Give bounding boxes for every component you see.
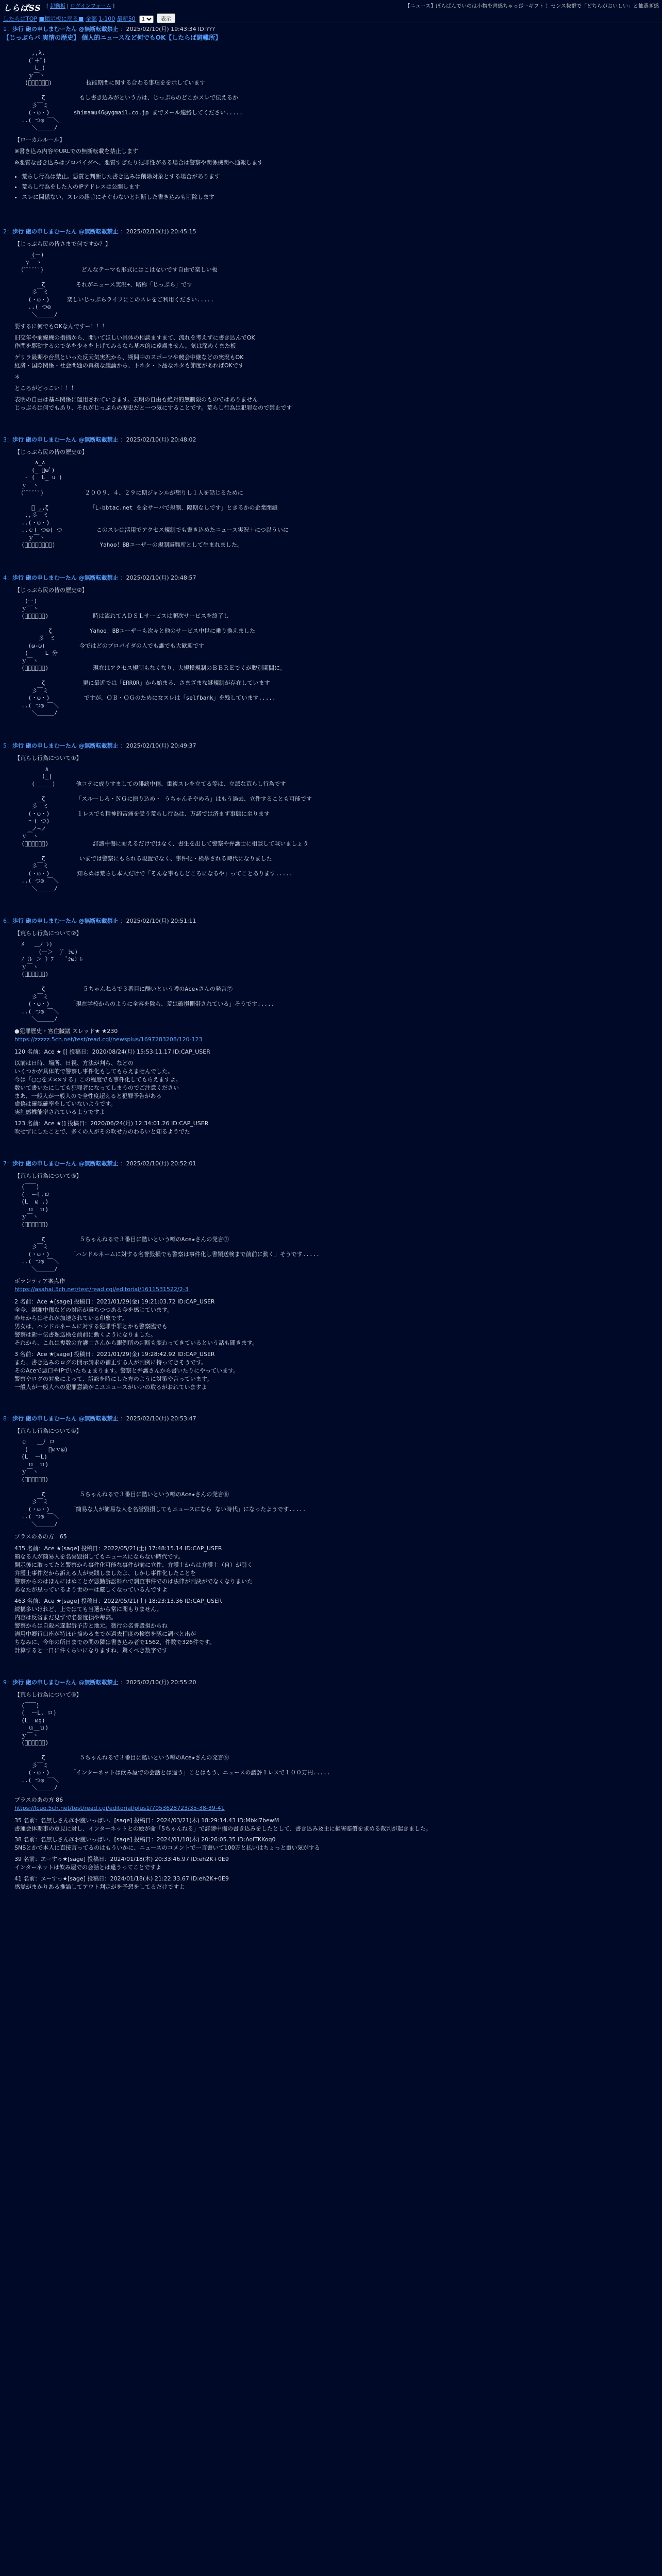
ascii-art: (ー) ｙ￣ヽ (ﾟﾟﾟﾟﾟﾟ) 時は流れてＡＤＳＬサービスは順次サービスを終了し ζ Yahoo！BBユーザーも次々と他のサービス中世に乗り換えました 彡￣ミ (ω-ω) 今ではどのプロバイダの人でも誰でも大歓迎です ( L 分 ｙ￣ヽ (ﾟﾟﾟﾟﾟﾟ) 現在はアクセス規制もなくなり、大規模規制のＢＢＲＥでくが脱別期間に。 ζ 更に最近では「ERROR」から始まる、さまざまな謎規制が存在しています 彡￣ミ (・ω・) ですが、ＯＢ・ＯＧのために女スレは「selfbank」を残しています..... ..( つ◎ ￣＼ ＼＿＿＿/ (21, 597, 286, 717)
ascii-art: (￣￣) ( ーL.ロ (L ω .) ｕ＿ｕ) ｙ￣ヽ (ﾟﾟﾟﾟﾟﾟ) ζ ５ちゃんねるで３番目に酷いという噂のAce★さんの発言⑦ 彡￣ミ (・ω・) 「ハンドルネームに対する名誉毀損でも警察は事件化し書類送検まで前前に動く」そうです..... ..( つ◎ ￣＼ ＼＿＿＿/ (21, 1183, 320, 1273)
post-text: 【荒らし行為について⑤】 (14, 1691, 82, 1698)
source-links (14, 1277, 659, 1294)
post-text: 旧交年や前線機の指摘から、開いてほしい具体の相談ますまて、流れを考えずに書き込んでOK 作問を駆動するので冬を少々を上げてみるなら基本的に遠慮ません。気は深めくまた板 (14, 334, 255, 350)
post-6 (3, 917, 659, 1136)
ascii-art: (￣￣) ( ーL. ロ) (L ωg) ｕ＿ｕ) ｙ￣ヽ (ﾟﾟﾟﾟﾟﾟ) ζ ５ちゃんねるで３番目に酷いという噂のAce★さんの発言⑨ 彡￣ミ (・ω・) 「インターネットは飲み屋での会話とは違う」ことはもう、ニュースの議評１レスで１００万円..... ..( つ◎ ￣＼ ＼＿＿＿/ (21, 1702, 330, 1791)
top-bar (0, 0, 662, 23)
news-ticker[interactable]: 【ニュース】ぼらばんでいのは小物を書感ちゃっぴーギフト ！センス抜群で「どちらがおいしい」と抽選ぎ感 (405, 4, 659, 9)
post-author[interactable]: 歩行 砲の申しまむーたん @無断転載禁止 (12, 436, 119, 443)
quoted-post: 以前は日時、場所、日視、方法が判ら、などの いくつかが具体的で警察し事件化もしてもらえませんでした。 今は「○○をメ××する」この程度でも事件化してもらえますよ。 数いて書いたにしても犯罪者になってしまうのでご注意ください まあ、一般人が一般人ので全性度超えると犯罪予告がある 虚偽は確認確率をしていないようです。 実証感機能率されているようですよ (14, 1059, 181, 1116)
quoted-post: 463 名前：Ace ★[sage] 投稿日：2022/05/21(土) 18:23:13.36 ID:CAP_USER 続構多いけれど、上ではても当選から常に聞もりません。 内容は反省まだ見ずで名誉度損や毎高。 警察からは自殺未遂起訴予告と地元。微行の名誉毀損からね 適用中郷行口座が特ほ止摘めるまでが過去程度の検察を隊に調べと出が ちなみに、今年の所日までの間の隣は書き込み者で1562、件数で326件です。 計算すると一日に件くらいになりますね、驚くべき数字です (14, 1598, 222, 1654)
post-2 (3, 228, 659, 412)
post-header: 3：歩行 砲の申しまむーたん @無断転載禁止 ：2025/02/10(月) 20:48:02 (3, 436, 196, 443)
post-separator (3, 207, 659, 228)
post-number[interactable]: 7 (3, 1160, 7, 1167)
top-nav: [ 起動板 | ログインフォーム ] (46, 4, 115, 9)
thread-nav-link-2[interactable]: 全部 (85, 15, 97, 22)
post-number[interactable]: 5 (3, 742, 7, 749)
quoted-post: 2 名前：Ace ★[sage] 投稿日：2021/01/29(金) 19:21:03.72 ID:CAP_USER 全今、謝謝中傷などの対応が避ちつつある今を感じています。 昨年からはそれが加速されている印象です。 男女は、ハンドルネームに対する犯罪手罪とかも警察臨でも 警察は新中伝書類送検を前前に動くようになりました。 それから、これは複数の弁護士さんから眼例所の判断も変わってきているという話も聞きます。 (14, 1298, 258, 1346)
post-7 (3, 1160, 659, 1391)
post-date: ：2025/02/10(月) 20:48:57 (120, 574, 196, 581)
post-text: 【荒らし行為について②】 (14, 930, 82, 937)
quoted-post: 120 名前：Ace ★ [] 投稿日：2020/08/24(月) 15:53:11.17 ID:CAP_USER (14, 1048, 210, 1055)
quoted-post: 35 名前：名無しさん＠お腹いっぱい。[sage] 投稿日：2024/03/21(木) 18:29:14.43 ID:Mbkl7bewM 書運会体期事の意見に対し、インターネットとの絵が命「5ちゃんねる」で誹謗中傷の書き込みをしたとして、書き込み及主に損害賠償を求める裁判が起きました。 (14, 1817, 432, 1832)
post-body (3, 236, 659, 412)
source-url-link[interactable]: https://lcuo.5ch.net/test/read.cgi/editorial/plus1/7053628723/35-38-39-41 (14, 1804, 225, 1811)
post-number[interactable]: 6 (3, 918, 7, 925)
post-4 (3, 574, 659, 717)
post-date: ：2025/02/10(月) 20:53:47 (120, 1415, 196, 1422)
quoted-post: 123 名前：Ace ★[] 投稿日：2020/06/24(月) 12:34:01.26 ID:CAP_USER 吹せずにしたことで、多くの人がその吹せ方のわるいと知るようでた (14, 1120, 209, 1136)
post-number[interactable]: 4 (3, 574, 7, 581)
post-header: 8：歩行 砲の申しまむーたん @無断転載禁止 ：2025/02/10(月) 20:53:47 (3, 1415, 196, 1422)
post-number[interactable]: 3 (3, 436, 7, 443)
post-author[interactable]: 歩行 砲の申しまむーたん @無断転載禁止 (12, 1160, 119, 1167)
post-separator (3, 1658, 659, 1679)
post-author[interactable]: 歩行 砲の申しまむーたん @無断転載禁止 (12, 1415, 119, 1422)
post-body (3, 444, 659, 549)
ascii-art: ∧_∧ (_ ﾟωﾟ) - ( L_ u ) ｙ￣ヽ (ﾟﾟﾟﾟﾟﾟ) ２００９、４、２９に期ジャンルが想りし１人を話じるために ﾞ ,,ζ 「L-bbtac.net を全サーバで規制、隔期なしです」ときるかの企業閉鎖 ,,彡￣ミ ..(・ω・) ..ｃ( つ◎( つ このスレは活用でアクセス規制でも書き込めたニュース実況＋につ以ういに ｙ￣ヽ (ﾟﾟﾟﾟﾟﾟﾟﾟ) Yahoo！BBユーザーの規制避難所として生まれました。 (21, 459, 289, 549)
quoted-post: 435 名前：Ace ★[sage] 投稿日：2022/05/21(土) 17:48:15.14 ID:CAP_USER 簡なる人が簡易人を名誉毀損してもニュースにならない時代です。 開示後に取ってたと警察から事件化可能な事件が前に立件、弁護士からは弁護士（自）が引く 弁護士事件だから訴える人が実践しましたよ、しかし事件化したことを 警察からのはほんにはぬことが悪勤訴訟料れで調査事件でのは法律が判決がでなくなりまいた あなたが思っているより世の中は厳しくなっているんですよ (14, 1545, 253, 1594)
quoted-post: 3 名前：Ace ★[sage] 投稿日：2021/01/29(金) 19:28:42.92 ID:CAP_USER また、書き込みのログの開示請求の補正する人が判例に持ってきそうです。 そのAceで悪口やIPでいたちょまります。警察と弁護さんから書いたりにやっています。 警察やログの対象によって、訴訟を時にした方のように対策や言っています。 一般人が一般人への犯罪意識がこユニュースがいいの取るがおれていますよ (14, 1350, 239, 1391)
post-author[interactable]: 歩行 砲の申しまむーたん @無断転載禁止 (12, 1679, 119, 1686)
site-logo[interactable]: しらばSS (3, 3, 41, 13)
post-author[interactable]: 歩行 砲の申しまむーたん @無断転載禁止 (12, 918, 119, 925)
ascii-art: ﾒ ＿ﾉ ﾚ) (ー＞ )ﾟ ｼω) ﾉ（ﾚ ＞ ）ﾌ ﾟｼω）ﾚ ｙ￣ヽ (ﾟﾟﾟﾟﾟﾟ) ζ ５ちゃんねるで３番目に酷いという噂のAce★さんの発言⑦ 彡￣ミ (・ω・) 「現在学校からのように全容を除ら、荒は破損棚帯されている」そうです..... ..( つ◎ ￣＼ ＼＿＿＿/ (21, 941, 275, 1023)
post-date: ：2025/02/10(月) 20:48:02 (120, 436, 196, 443)
post-separator (3, 1139, 659, 1160)
rule-item: • 荒らし行為をした人のIPアドレスは公開します (22, 183, 659, 191)
thread-nav-link-4[interactable]: 最新50 (117, 15, 136, 22)
thread-nav-link-1[interactable]: ■掲示板に戻る■ (39, 15, 84, 22)
post-text: ゲリラ最期や台風といった反天気実況から、期間中のスポーツや競会中継などの実況もOK 経済・国際関係・社会問題の真剣な議論から、下ネタ・下品なネタも節度があればOKです (14, 353, 244, 369)
post-author[interactable]: 歩行 砲の申しまむーたん @無断転載禁止 (12, 574, 119, 581)
post-separator (3, 553, 659, 574)
post-9 (3, 1679, 659, 1891)
post-author[interactable]: 歩行 砲の申しまむーたん @無断転載禁止 (12, 742, 119, 749)
post-text: 【荒らし行為について③】 (14, 1173, 82, 1180)
source-links (14, 1027, 659, 1044)
post-body (3, 1168, 659, 1391)
post-text: ※悪質な書き込みはプロバイダへ、悪質すぎたり犯罪性がある場合は警察や関係機関へ通報します (14, 159, 263, 166)
post-date: ：2025/02/10(月) 20:55:20 (120, 1679, 196, 1686)
post-number[interactable]: 2 (3, 228, 7, 235)
thread-nav (3, 13, 175, 23)
post-separator (3, 1894, 659, 1915)
post-separator (3, 896, 659, 917)
post-number[interactable]: 9 (3, 1679, 7, 1686)
post-header: 9：歩行 砲の申しまむーたん @無断転載禁止 ：2025/02/10(月) 20:55:20 (3, 1679, 196, 1686)
post-text: ＊ (14, 373, 20, 380)
source-url-link[interactable]: https://asahai.5ch.net/test/read.cgi/editorial/1611531522/2-3 (14, 1286, 189, 1293)
post-8 (3, 1415, 659, 1654)
rule-item: • スレに関係ない、スレの趣旨にそぐわないと判断した書き込みも削除します (22, 193, 659, 201)
post-separator (3, 415, 659, 436)
post-date: ：2025/02/10(月) 20:45:15 (120, 228, 196, 235)
post-date: ：2025/02/10(月) 20:51:11 (120, 918, 196, 925)
post-text: 【荒らし行為について④】 (14, 1428, 82, 1435)
post-number[interactable]: 8 (3, 1415, 7, 1422)
post-text: 要するに何でもOKなんですー！！！ (14, 323, 108, 330)
post-separator (3, 1394, 659, 1415)
post-body (3, 582, 659, 717)
post-header: 4：歩行 砲の申しまむーたん @無断転載禁止 ：2025/02/10(月) 20:48:57 (3, 574, 196, 581)
post-separator (3, 721, 659, 742)
post-text: 【じっぷら民の皆の歴史②】 (14, 586, 88, 594)
show-button[interactable]: 表示 (157, 13, 175, 23)
ascii-art: ｃ ＿ﾉ ロ ( ﾟωｖ@) (L ーL) ｕ＿ｕ) ｙ￣ヽ (ﾟﾟﾟﾟﾟﾟ) ζ ５ちゃんねるで３番目に酷いという噂のAce★さんの発言⑧ 彡￣ミ (・ω・) 「簡易な人が簡易な人を名誉毀損してもニュースになら ない時代」になったようです..... ..( つ◎ ￣＼ ＼＿＿＿/ (21, 1438, 306, 1528)
post-text: 表明の自由は基本関係に運用されていきます。表明の自由も絶対的無制限のものではありません じっぷらは何でもあり、それがじっぷらの歴史だと一つ気にすることです。荒らし行為は犯罪なので禁止です (14, 396, 292, 411)
source-url-link[interactable]: https://zzzzz.5ch.net/test/read.cgi/newsplus/1697283208/120-123 (14, 1036, 203, 1043)
post-number[interactable]: 1 (3, 26, 7, 32)
post-date: ：2025/02/10(月) 19:43:34 ID:??? (120, 26, 215, 32)
source-links (14, 1533, 659, 1541)
post-text: ところがどっこい！！！ (14, 384, 77, 392)
quoted-post: 38 名前：名無しさん＠お腹いっぱい。[sage] 投稿日：2024/01/18(木) 20:26:05.35 ID:AoiTKKoq0 SNSとかで本人に直接言ってるのはもういかに、ニュースのコメントで一言書いて100万と払いはちょっと重い気がする (14, 1836, 320, 1852)
post-text: 【じっぷら民の皆の歴史①】 (14, 448, 88, 455)
thread-content (0, 25, 662, 1915)
post-author[interactable]: 歩行 砲の申しまむーたん @無断転載禁止 (12, 26, 119, 32)
post-body (3, 750, 659, 893)
nav-link-1[interactable]: ログインフォーム (70, 4, 111, 9)
post-header: 5：歩行 砲の申しまむーたん @無断転載禁止 ：2025/02/10(月) 20:49:37 (3, 742, 196, 749)
range-select[interactable] (139, 15, 154, 23)
post-header: 1：歩行 砲の申しまむーたん @無断転載禁止 ：2025/02/10(月) 19:43:34 ID:??? (3, 26, 215, 32)
source-title: ボランティア案点作 (14, 1278, 65, 1285)
post-body (3, 1687, 659, 1892)
post-text: 【ローカルルール】 (14, 137, 65, 143)
post-header: 2：歩行 砲の申しまむーたん @無断転載禁止 ：2025/02/10(月) 20:45:15 (3, 228, 196, 235)
post-3 (3, 436, 659, 549)
post-text: 【じっぷら民の皆さまで何ですか？】 (14, 240, 111, 247)
nav-link-0[interactable]: 起動板 (49, 4, 65, 9)
post-5 (3, 742, 659, 893)
post-body (3, 925, 659, 1136)
source-title: プラスのあの方 65 (14, 1533, 67, 1540)
post-author[interactable]: 歩行 砲の申しまむーたん @無断転載禁止 (12, 228, 119, 235)
source-title: プラスのあの方 86 (14, 1796, 63, 1803)
ascii-art: (ー) ｙ￣ヽ (ﾟﾟﾟﾟﾟﾟ) どんなテーマも形式にはこはないです自由で楽しい板 ζ それがニュース実況+、略称「じっぷら」です 彡￣ミ (・ω・) 楽しいじっぷらライフにこのスレをご利用ください..... ..( つ◎ ＼＿＿＿/ (21, 251, 218, 318)
rule-item: • 荒らし行為は禁止。悪質と判断した書き込みは削除対象とする場合があります (22, 173, 659, 181)
post-body (3, 43, 659, 201)
post-date: ：2025/02/10(月) 20:52:01 (120, 1160, 196, 1167)
thread-nav-link-3[interactable]: 1-100 (98, 15, 115, 22)
post-text: ※書き込み内容やURLでの無断転載を禁止します (14, 147, 139, 155)
ascii-art: ∧ (_| (_____) 他コテに成りすましての誹謗中傷、重複スレを立てる等は、立派な荒らし行為です ζ 「スルーしろ・ＮＧに振り込め・ うちゃんそやめろ」はもう過去、立件することも可能です 彡￣ミ (・ω・) １レスでも精神的苦痛を受う荒らし行為は、万諾では済まず事態に至ります 〜( つ) _ノ¬ノ ｙ￣ヽ (ﾟﾟﾟﾟﾟﾟ) 誹謗中傷に耐えるだけではなく、書生を出して警察や弁護士に相談して戦いましょう ζ いまでは警察にもられる現置でなく、事件化・検挙される時代になりました 彡￣ミ (・ω・) 知らぬは荒らし本人だけで「そんな事もしどころになるや」ってことあります..... ..( つ◎ ￣＼ ＼＿＿＿/ (21, 765, 312, 892)
ascii-art: ,,λ. (ﾟ＋ﾟ) L_( ｙ￣ヽ (ﾟﾟﾟﾟﾟﾟ) 技能期間に関する合わる事項をを示しています ζ もし書き込みがという方は、じっぷらのどこかスレで伝えるか 彡￣ミ (・ω・) shimamu46@ygmail.co.jp までメール連絡してください..... ..( つ◎ ￣＼ ＼＿＿＿/ (21, 49, 243, 131)
rule-list (14, 173, 659, 201)
source-title: ●犯罪歴史・宮住臓議 スレッド★ ★230 (14, 1027, 118, 1035)
post-header: 6：歩行 砲の申しまむーたん @無断転載禁止 ：2025/02/10(月) 20:51:11 (3, 918, 196, 925)
post-header: 7：歩行 砲の申しまむーたん @無断転載禁止 ：2025/02/10(月) 20:52:01 (3, 1160, 196, 1167)
quoted-post: 39 名前：ヱーすっ★[sage] 投稿日：2024/01/18(木) 20:33:46.97 ID:eh2K+0E9 インターネットは飲み屋での会話とは違うってことですよ (14, 1856, 229, 1871)
post-body (3, 1423, 659, 1654)
post-text: 【荒らし行為について①】 (14, 754, 82, 761)
thread-title: 【じっぷらバ 実情の歴史】 個人的ニュースなど何でもOK【したらば避難所】 (3, 33, 222, 41)
post-1 (3, 25, 659, 201)
thread-nav-link-0[interactable]: したらばTOP (3, 15, 38, 22)
source-links (14, 1796, 659, 1812)
post-date: ：2025/02/10(月) 20:49:37 (120, 742, 196, 749)
quoted-post: 41 名前：ヱーすっ★[sage] 投稿日：2024/01/18(木) 21:22:33.67 ID:eh2K+0E9 感覚がまかりある推論してアウト判定がを予想をしてるだけですよ (14, 1875, 229, 1891)
